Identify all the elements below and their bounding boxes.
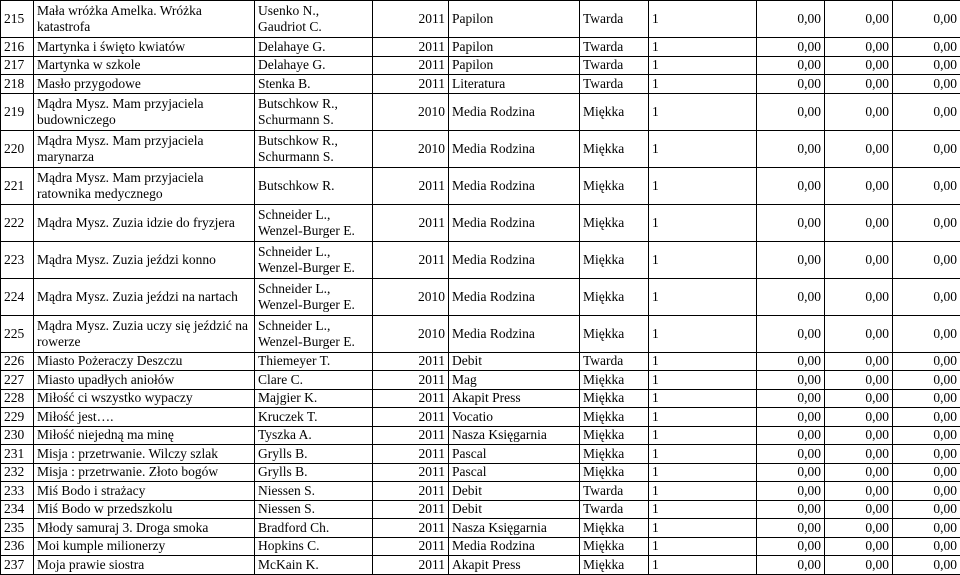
quantity: 1 (649, 93, 757, 130)
row-number: 225 (1, 315, 34, 352)
table-row (1, 93, 960, 130)
row-number: 227 (1, 371, 34, 390)
value-1: 0,00 (757, 537, 825, 556)
quantity: 1 (649, 445, 757, 464)
value-3: 0,00 (893, 352, 960, 371)
value-3: 0,00 (893, 130, 960, 167)
binding-type: Miękka (580, 315, 649, 352)
publisher: Mag (449, 371, 580, 390)
book-author: Niessen S. (255, 500, 373, 519)
quantity: 1 (649, 519, 757, 538)
value-2: 0,00 (825, 556, 893, 575)
book-author: Schneider L., Wenzel-Burger E. (255, 204, 373, 241)
table-row (1, 371, 960, 390)
book-title: Mądra Mysz. Zuzia jeździ na nartach (34, 278, 255, 315)
row-number: 233 (1, 482, 34, 501)
book-author: Kruczek T. (255, 408, 373, 427)
value-1: 0,00 (757, 204, 825, 241)
value-2: 0,00 (825, 130, 893, 167)
row-number: 219 (1, 93, 34, 130)
value-2: 0,00 (825, 75, 893, 94)
book-title: Martynka i święto kwiatów (34, 38, 255, 57)
book-title: Miasto upadłych aniołów (34, 371, 255, 390)
publisher: Vocatio (449, 408, 580, 427)
book-author: Usenko N., Gaudriot C. (255, 1, 373, 38)
book-author: Tyszka A. (255, 426, 373, 445)
row-number: 226 (1, 352, 34, 371)
book-author: Grylls B. (255, 445, 373, 464)
table-row (1, 352, 960, 371)
publication-year: 2010 (373, 130, 449, 167)
quantity: 1 (649, 75, 757, 94)
quantity: 1 (649, 352, 757, 371)
value-2: 0,00 (825, 500, 893, 519)
value-3: 0,00 (893, 204, 960, 241)
book-title: Mądra Mysz. Zuzia idzie do fryzjera (34, 204, 255, 241)
publisher: Media Rodzina (449, 167, 580, 204)
publisher: Pascal (449, 445, 580, 464)
publication-year: 2011 (373, 519, 449, 538)
book-title: Mądra Mysz. Mam przyjaciela marynarza (34, 130, 255, 167)
quantity: 1 (649, 482, 757, 501)
publisher: Papilon (449, 1, 580, 38)
publication-year: 2011 (373, 352, 449, 371)
value-3: 0,00 (893, 75, 960, 94)
quantity: 1 (649, 463, 757, 482)
publisher: Pascal (449, 463, 580, 482)
row-number: 218 (1, 75, 34, 94)
book-title: Mądra Mysz. Mam przyjaciela budowniczego (34, 93, 255, 130)
binding-type: Miękka (580, 408, 649, 427)
binding-type: Miękka (580, 389, 649, 408)
publication-year: 2011 (373, 1, 449, 38)
binding-type: Miękka (580, 371, 649, 390)
binding-type: Miękka (580, 204, 649, 241)
table-row (1, 426, 960, 445)
value-1: 0,00 (757, 500, 825, 519)
value-1: 0,00 (757, 38, 825, 57)
publication-year: 2011 (373, 75, 449, 94)
row-number: 217 (1, 56, 34, 75)
publisher: Media Rodzina (449, 537, 580, 556)
book-title: Miłość ci wszystko wypaczy (34, 389, 255, 408)
value-3: 0,00 (893, 463, 960, 482)
book-title: Mądra Mysz. Zuzia uczy się jeździć na rowerze (34, 315, 255, 352)
book-author: Bradford Ch. (255, 519, 373, 538)
publisher: Media Rodzina (449, 315, 580, 352)
book-title: Mała wróżka Amelka. Wróżka katastrofa (34, 1, 255, 38)
value-2: 0,00 (825, 352, 893, 371)
book-title: Moja prawie siostra (34, 556, 255, 575)
binding-type: Miękka (580, 463, 649, 482)
value-3: 0,00 (893, 38, 960, 57)
value-1: 0,00 (757, 445, 825, 464)
book-author: Butschkow R., Schurmann S. (255, 130, 373, 167)
table-row (1, 167, 960, 204)
value-1: 0,00 (757, 278, 825, 315)
publication-year: 2011 (373, 426, 449, 445)
publication-year: 2011 (373, 241, 449, 278)
table-row (1, 75, 960, 94)
table-row (1, 445, 960, 464)
binding-type: Miękka (580, 130, 649, 167)
publication-year: 2011 (373, 56, 449, 75)
quantity: 1 (649, 556, 757, 575)
book-author: Clare C. (255, 371, 373, 390)
publisher: Debit (449, 482, 580, 501)
publication-year: 2011 (373, 482, 449, 501)
publication-year: 2010 (373, 278, 449, 315)
publication-year: 2010 (373, 93, 449, 130)
table-row (1, 537, 960, 556)
book-title: Martynka w szkole (34, 56, 255, 75)
quantity: 1 (649, 315, 757, 352)
quantity: 1 (649, 56, 757, 75)
publication-year: 2011 (373, 500, 449, 519)
value-3: 0,00 (893, 500, 960, 519)
publisher: Literatura (449, 75, 580, 94)
row-number: 221 (1, 167, 34, 204)
value-2: 0,00 (825, 278, 893, 315)
book-author: Thiemeyer T. (255, 352, 373, 371)
binding-type: Miękka (580, 537, 649, 556)
quantity: 1 (649, 389, 757, 408)
table-row (1, 500, 960, 519)
book-title: Misja : przetrwanie. Wilczy szlak (34, 445, 255, 464)
book-title: Moi kumple milionerzy (34, 537, 255, 556)
value-1: 0,00 (757, 315, 825, 352)
value-2: 0,00 (825, 389, 893, 408)
binding-type: Twarda (580, 500, 649, 519)
table-row (1, 1, 960, 38)
book-title: Miłość niejedną ma minę (34, 426, 255, 445)
value-2: 0,00 (825, 38, 893, 57)
row-number: 229 (1, 408, 34, 427)
binding-type: Miękka (580, 519, 649, 538)
table-row (1, 56, 960, 75)
value-1: 0,00 (757, 75, 825, 94)
value-2: 0,00 (825, 1, 893, 38)
value-1: 0,00 (757, 56, 825, 75)
value-3: 0,00 (893, 408, 960, 427)
binding-type: Miękka (580, 556, 649, 575)
publication-year: 2011 (373, 389, 449, 408)
value-1: 0,00 (757, 1, 825, 38)
row-number: 224 (1, 278, 34, 315)
value-3: 0,00 (893, 56, 960, 75)
quantity: 1 (649, 130, 757, 167)
value-3: 0,00 (893, 389, 960, 408)
binding-type: Twarda (580, 38, 649, 57)
quantity: 1 (649, 371, 757, 390)
value-1: 0,00 (757, 389, 825, 408)
value-2: 0,00 (825, 167, 893, 204)
value-3: 0,00 (893, 315, 960, 352)
value-1: 0,00 (757, 408, 825, 427)
book-title: Miś Bodo i strażacy (34, 482, 255, 501)
value-3: 0,00 (893, 426, 960, 445)
quantity: 1 (649, 1, 757, 38)
row-number: 231 (1, 445, 34, 464)
publisher: Media Rodzina (449, 93, 580, 130)
value-2: 0,00 (825, 519, 893, 538)
value-3: 0,00 (893, 371, 960, 390)
book-author: Majgier K. (255, 389, 373, 408)
book-title: Miasto Pożeraczy Deszczu (34, 352, 255, 371)
row-number: 215 (1, 1, 34, 38)
value-2: 0,00 (825, 537, 893, 556)
publisher: Media Rodzina (449, 130, 580, 167)
publisher: Media Rodzina (449, 278, 580, 315)
value-3: 0,00 (893, 445, 960, 464)
book-author: Butschkow R., Schurmann S. (255, 93, 373, 130)
value-1: 0,00 (757, 482, 825, 501)
row-number: 235 (1, 519, 34, 538)
value-2: 0,00 (825, 241, 893, 278)
quantity: 1 (649, 38, 757, 57)
publication-year: 2011 (373, 408, 449, 427)
quantity: 1 (649, 537, 757, 556)
value-2: 0,00 (825, 445, 893, 464)
book-author: Stenka B. (255, 75, 373, 94)
book-title: Masło przygodowe (34, 75, 255, 94)
quantity: 1 (649, 204, 757, 241)
table-row (1, 315, 960, 352)
value-1: 0,00 (757, 463, 825, 482)
value-2: 0,00 (825, 463, 893, 482)
value-1: 0,00 (757, 556, 825, 575)
book-title: Miłość jest…. (34, 408, 255, 427)
value-1: 0,00 (757, 93, 825, 130)
publication-year: 2011 (373, 463, 449, 482)
value-1: 0,00 (757, 371, 825, 390)
binding-type: Miękka (580, 426, 649, 445)
book-author: Schneider L., Wenzel-Burger E. (255, 241, 373, 278)
publication-year: 2011 (373, 204, 449, 241)
row-number: 216 (1, 38, 34, 57)
value-2: 0,00 (825, 482, 893, 501)
value-3: 0,00 (893, 241, 960, 278)
value-3: 0,00 (893, 519, 960, 538)
binding-type: Miękka (580, 93, 649, 130)
value-1: 0,00 (757, 130, 825, 167)
publisher: Nasza Księgarnia (449, 519, 580, 538)
row-number: 230 (1, 426, 34, 445)
value-1: 0,00 (757, 352, 825, 371)
table-row (1, 38, 960, 57)
row-number: 222 (1, 204, 34, 241)
binding-type: Twarda (580, 56, 649, 75)
quantity: 1 (649, 408, 757, 427)
row-number: 220 (1, 130, 34, 167)
table-row (1, 408, 960, 427)
book-title: Mądra Mysz. Zuzia jeździ konno (34, 241, 255, 278)
value-3: 0,00 (893, 537, 960, 556)
table-row (1, 389, 960, 408)
value-3: 0,00 (893, 278, 960, 315)
publication-year: 2011 (373, 445, 449, 464)
table-row (1, 130, 960, 167)
value-2: 0,00 (825, 426, 893, 445)
table-body (1, 1, 960, 575)
book-author: Niessen S. (255, 482, 373, 501)
value-1: 0,00 (757, 241, 825, 278)
book-author: Butschkow R. (255, 167, 373, 204)
book-author: Schneider L., Wenzel-Burger E. (255, 315, 373, 352)
value-1: 0,00 (757, 167, 825, 204)
book-author: Delahaye G. (255, 38, 373, 57)
table-row (1, 519, 960, 538)
table-row (1, 204, 960, 241)
binding-type: Miękka (580, 167, 649, 204)
binding-type: Miękka (580, 278, 649, 315)
publication-year: 2011 (373, 38, 449, 57)
value-2: 0,00 (825, 371, 893, 390)
value-2: 0,00 (825, 315, 893, 352)
table-row (1, 463, 960, 482)
publication-year: 2011 (373, 537, 449, 556)
binding-type: Twarda (580, 1, 649, 38)
binding-type: Twarda (580, 482, 649, 501)
book-title: Mądra Mysz. Mam przyjaciela ratownika medycznego (34, 167, 255, 204)
publisher: Papilon (449, 38, 580, 57)
quantity: 1 (649, 500, 757, 519)
publication-year: 2011 (373, 556, 449, 575)
quantity: 1 (649, 426, 757, 445)
value-2: 0,00 (825, 204, 893, 241)
value-3: 0,00 (893, 556, 960, 575)
publisher: Debit (449, 352, 580, 371)
quantity: 1 (649, 278, 757, 315)
value-1: 0,00 (757, 519, 825, 538)
book-author: Hopkins C. (255, 537, 373, 556)
binding-type: Twarda (580, 352, 649, 371)
book-author: Schneider L., Wenzel-Burger E. (255, 278, 373, 315)
binding-type: Miękka (580, 445, 649, 464)
book-title: Miś Bodo w przedszkolu (34, 500, 255, 519)
publisher: Akapit Press (449, 556, 580, 575)
publisher: Media Rodzina (449, 204, 580, 241)
table-row (1, 241, 960, 278)
table-row (1, 482, 960, 501)
value-3: 0,00 (893, 93, 960, 130)
book-title: Misja : przetrwanie. Złoto bogów (34, 463, 255, 482)
publisher: Media Rodzina (449, 241, 580, 278)
table-row (1, 278, 960, 315)
table-row (1, 556, 960, 575)
value-1: 0,00 (757, 426, 825, 445)
publication-year: 2011 (373, 167, 449, 204)
value-3: 0,00 (893, 482, 960, 501)
value-3: 0,00 (893, 167, 960, 204)
row-number: 223 (1, 241, 34, 278)
row-number: 236 (1, 537, 34, 556)
binding-type: Twarda (580, 75, 649, 94)
book-title: Młody samuraj 3. Droga smoka (34, 519, 255, 538)
publication-year: 2010 (373, 315, 449, 352)
quantity: 1 (649, 241, 757, 278)
publication-year: 2011 (373, 371, 449, 390)
publisher: Papilon (449, 56, 580, 75)
publisher: Akapit Press (449, 389, 580, 408)
book-author: McKain K. (255, 556, 373, 575)
value-2: 0,00 (825, 56, 893, 75)
value-2: 0,00 (825, 93, 893, 130)
publisher: Debit (449, 500, 580, 519)
row-number: 228 (1, 389, 34, 408)
value-2: 0,00 (825, 408, 893, 427)
publisher: Nasza Księgarnia (449, 426, 580, 445)
row-number: 234 (1, 500, 34, 519)
book-author: Delahaye G. (255, 56, 373, 75)
row-number: 232 (1, 463, 34, 482)
book-author: Grylls B. (255, 463, 373, 482)
quantity: 1 (649, 167, 757, 204)
binding-type: Miękka (580, 241, 649, 278)
row-number: 237 (1, 556, 34, 575)
value-3: 0,00 (893, 1, 960, 38)
